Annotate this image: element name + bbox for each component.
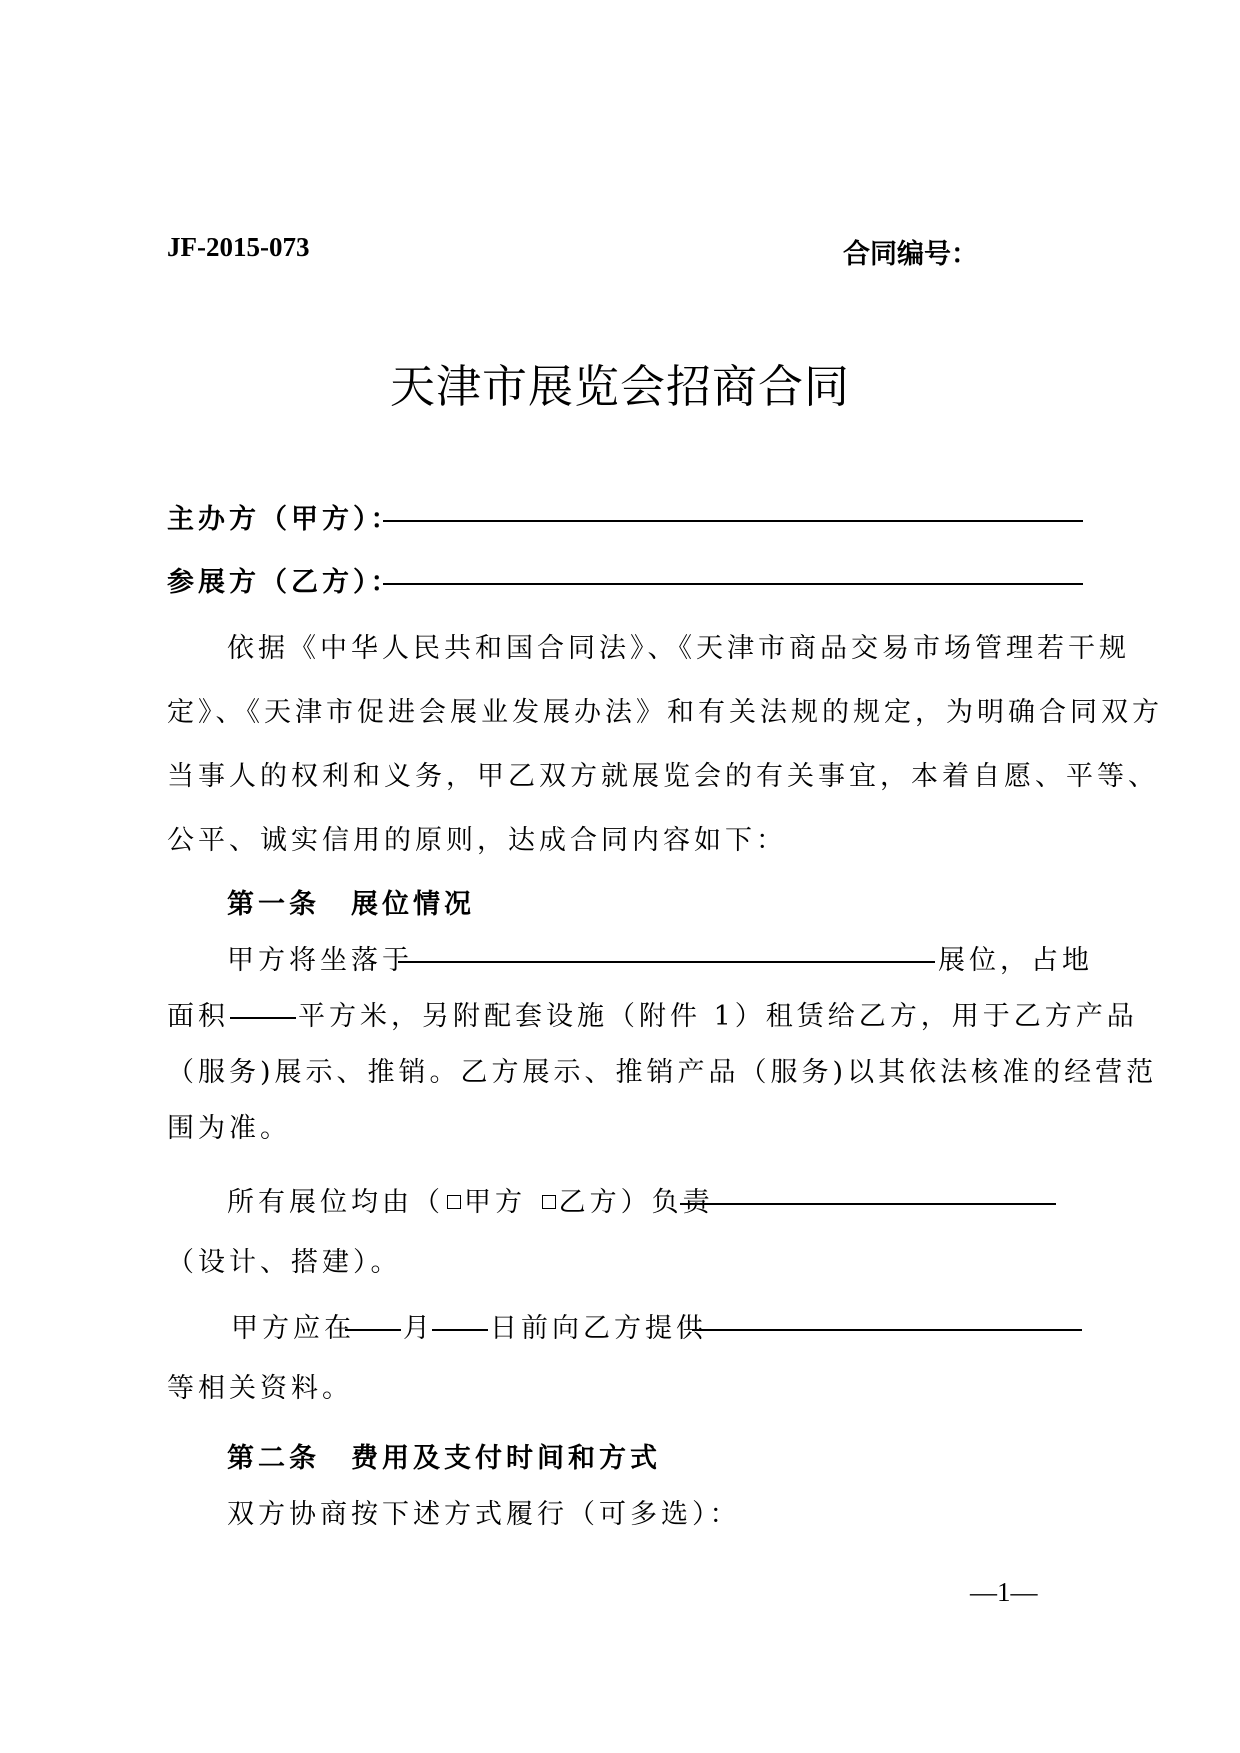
- article-2-heading: 第二条 费用及支付时间和方式: [227, 1443, 661, 1474]
- article-1-text-f: 围为准。: [167, 1113, 291, 1144]
- article-2-text: 双方协商按下述方式履行（可多选）：: [227, 1499, 741, 1530]
- party-a-label: 主办方（甲方）：: [167, 504, 402, 535]
- page-title: 天津市展览会招商合同: [389, 360, 850, 413]
- intro-line-1: 依据《中华人民共和国合同法》、《天津市商品交易市场管理若干规: [227, 633, 1130, 664]
- checkbox-party-b[interactable]: [542, 1195, 556, 1209]
- design-build-field[interactable]: [680, 1203, 1056, 1205]
- article-1-text-e: （服务)展示、推销。乙方展示、推销产品（服务)以其依法核准的经营范: [167, 1057, 1158, 1088]
- article-1-text-d: 平方米，另附配套设施（附件 1）租赁给乙方，用于乙方产品: [298, 1001, 1138, 1032]
- option-party-a-label: 甲方: [464, 1187, 526, 1218]
- materials-field[interactable]: [692, 1329, 1082, 1331]
- document-code: JF-2015-073: [167, 232, 310, 262]
- page-number: —1—: [970, 1577, 1038, 1607]
- article-1-text-c: 面积: [167, 1001, 229, 1032]
- deadline-text-d: 等相关资料。: [167, 1373, 353, 1404]
- deadline-text-a: 甲方应在: [231, 1313, 355, 1344]
- design-build-note: （设计、搭建）。: [167, 1247, 402, 1278]
- checkbox-party-a[interactable]: [447, 1195, 461, 1209]
- article-1-text-b: 展位，占地: [938, 945, 1093, 976]
- area-field[interactable]: [230, 1017, 296, 1019]
- booth-responsibility-line: [227, 1180, 714, 1219]
- option-party-b-label: 乙方）负责: [558, 1187, 714, 1218]
- intro-line-2: 定》、《天津市促进会展业发展办法》和有关法规的规定，为明确合同双方: [167, 697, 1163, 728]
- deadline-day-field[interactable]: [432, 1329, 488, 1331]
- intro-line-3: 当事人的权利和义务，甲乙双方就展览会的有关事宜，本着自愿、平等、: [167, 761, 1159, 792]
- article-1-text-a: 甲方将坐落于: [227, 945, 413, 976]
- party-b-label: 参展方（乙方）：: [167, 567, 402, 598]
- article-1-heading: 第一条 展位情况: [227, 889, 475, 920]
- contract-number-label: 合同编号：: [843, 239, 978, 270]
- party-b-field[interactable]: [383, 583, 1083, 585]
- booth-location-field[interactable]: [398, 961, 935, 963]
- deadline-text-b: 月: [403, 1313, 434, 1344]
- booth-responsibility-prefix: 所有展位均由（: [227, 1187, 444, 1218]
- party-a-field[interactable]: [383, 520, 1083, 522]
- deadline-text-c: 日前向乙方提供: [490, 1313, 707, 1344]
- deadline-month-field[interactable]: [345, 1329, 401, 1331]
- intro-line-4: 公平、诚实信用的原则，达成合同内容如下：: [167, 825, 787, 856]
